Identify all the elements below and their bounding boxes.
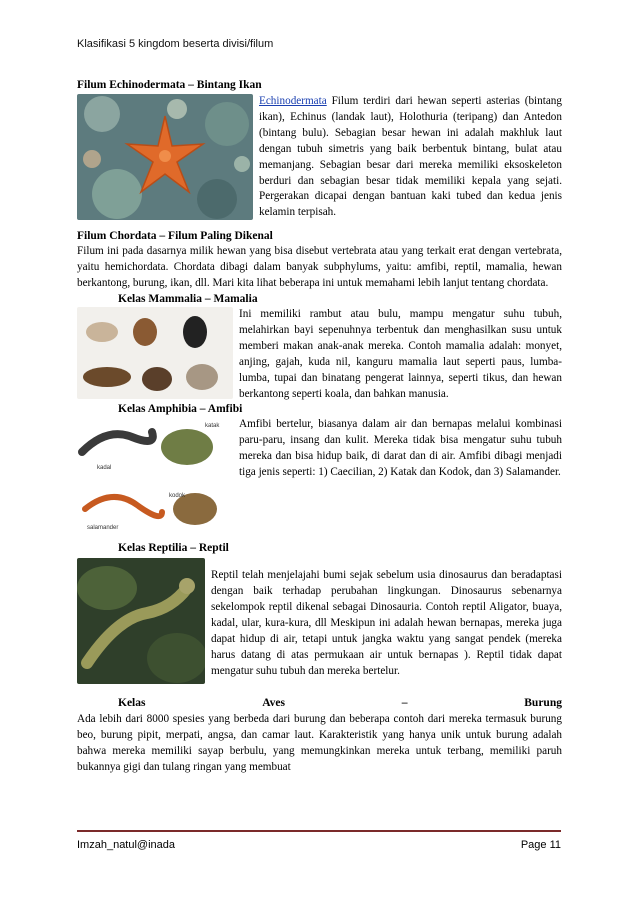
footer-divider [77, 830, 561, 832]
label-salamander: salamander [87, 525, 119, 532]
aves-text: Ada lebih dari 8000 spesies yang berbeda dari burung dan beberapa contoh dari mereka termasuk burung beo, burung pipit, merpati, angsa, dan camar laut. Karakteristik yang hanya unik untuk burung adalah bahwa mereka memiliki sayap berbulu, yang memungkinkan mereka untuk terbang, memiliki paruh bukannya gigi dan tulang ringan yang membuat [77, 713, 562, 774]
reptilia-text: Reptil telah menjelajahi bumi sejak sebelum usia dinosaurus dan beradaptasi dengan baik terhadap perubahan lingkungan. Dinosaurus sebenarnya sekelompok reptil dikenal sebagai Dinosauria. Contoh reptil Aligator, buaya, kadal, ular, kura-kura, dll Meskipun ini adalah hewan bernapas, mereka juga dapat hidup di air, tetapi untuk jangka waktu yang sangat pendek (mereka harus datang di atas permukaan air untuk bernapas ). Reptil tidak dapat mengatur suhu tubuh dan mereka bertelur. [211, 569, 562, 677]
mammalia-heading: Kelas Mammalia – Mamalia [118, 292, 258, 305]
mammals-image [77, 307, 233, 399]
echinodermata-text: Echinodermata Filum terdiri dari hewan seperti asterias (bintang ikan), Echinus (landak laut), Holothuria (teripang) dan Antedon (bintang bulu). Sebagian besar hewan ini adalah makhluk laut dengan tubuh simetris yang baik berbentuk bintang, bulat atau memanjang. Sebagian besar dari mereka memiliki eksoskeleton berduri dan sebagian besar tidak memiliki kepala yang sejati. Pergerakan dicapai dengan bantuan kaki tubed dan kedua jenis kelamin terpisah. [259, 95, 562, 219]
footer-author: Imzah_natul@inada [77, 839, 176, 851]
amphibians-image [77, 417, 233, 535]
reptilia-heading: Kelas Reptilia – Reptil [118, 542, 229, 555]
mammalia-text: Ini memiliki rambut atau bulu, mampu mengatur suhu tubuh, melahirkan bayi sepenuhnya terbentuk dan menghasilkan susu untuk memberi makan anak-anak mereka. Contoh mamalia adalah: monyet, anjing, gajah, kuda nil, kanguru mamalia laut seperti paus, lumba-lumba, tupai dan binatang pengerat lainnya, seperti tikus, dan hewan berkantong seperti koala, dan bahkan manusia. [239, 307, 562, 400]
amphibia-heading: Kelas Amphibia – Amfibi [118, 403, 243, 416]
running-header: Klasifikasi 5 kingdom beserta divisi/filum [77, 38, 274, 50]
label-kodok: kodok [169, 493, 186, 500]
page-number: Page 11 [520, 839, 561, 851]
starfish-image [77, 94, 253, 220]
label-kadal: kadal [97, 465, 112, 472]
echinodermata-heading: Filum Echinodermata – Bintang Ikan [77, 79, 262, 91]
aves-heading: Kelas Aves – Burung [118, 697, 562, 710]
chordata-heading: Filum Chordata – Filum Paling Dikenal [77, 230, 273, 243]
chordata-text: Filum ini pada dasarnya milik hewan yang bisa disebut vertebrata atau yang terkait erat dengan vertebrata, yaitu hemichordata. Chordata dibagi dalam banyak subphylums, yaitu: amfibi, reptil, mamalia, hewan berkantong, burung, ikan, dll. Mari kita lihat beberapa ini untuk memahami lebih lanjut tentang chordata. [77, 245, 562, 290]
page-content [77, 78, 562, 776]
amphibia-text: Amfibi bertelur, biasanya dalam air dan bernapas melalui kombinasi paru-paru, insang dan kulit. Mereka tidak bisa mengatur suhu tubuh mereka dan bisa hidup baik, di darat dan di air. Amfibi dibagi menjadi tiga jenis seperti: 1) Caecilian, 2) Katak dan Kodok, dan 3) Salamander. [239, 418, 562, 479]
reptile-image [77, 558, 205, 684]
echinodermata-link[interactable]: Echinodermata [259, 95, 327, 107]
label-katak: katak [205, 423, 220, 430]
